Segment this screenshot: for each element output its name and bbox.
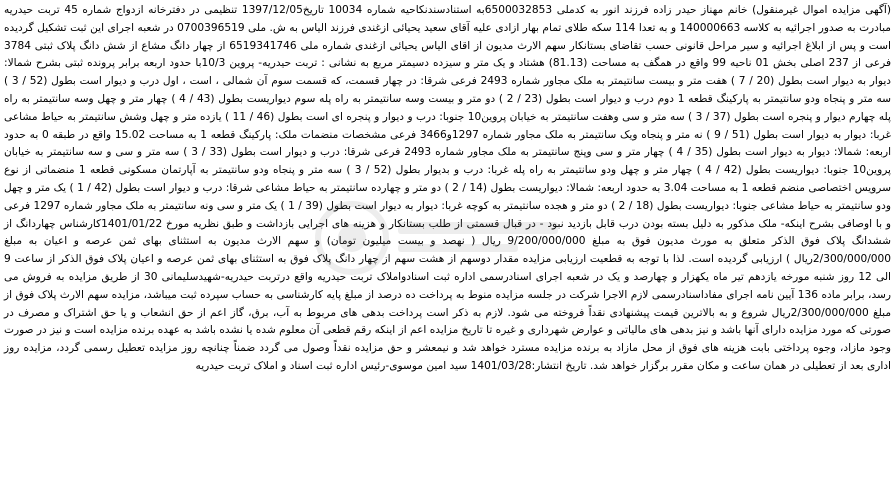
auction-notice-text: (آگهی مزایده اموال غیرمنقول) خانم مهناز حیدر زاده فرزند انور به کدملی 6500032853به استنادسندنکاحیه شماره 10034 تاریخ1397/12/05 تنظیمی در دفترخانه ازدواج شماره 45 تربت حیدریه مبادرت به صدور اجرائیه به کلاسه 140000663 و به تعدا 114 سکه طلای تمام بهار ازادی علیه آقای سعید یحیائی ازغندی فرزند الیاس به ش. ملی 0700396519 در شعبه اجرای این ثبت تشکیل گردیده است و پس از ابلاغ اجرائیه و سیر مراحل قانونی حسب تقاضای بستانکار سهم الارث مدیون از اقای الیاس یحیائی ازغندی شماره ملی 6519341746 از چهار دانگ مشاع از شش دانگ پلاک ثبتی 3784 فرعی از 237 اصلی بخش 01 ناحیه 99 واقع در همگف به مساحت (81.13) هشتاد و یک متر و سیزده دسیمتر مربع به نشانی : تربت حیدریه- پروین 10/3با حدود اربعه برابر پرونده ثبتی بشرح شمالا: دیوار به دیوار است بطول (20 / 7 ) هفت متر و بیست سانتیمتر به ملک مجاور شماره 2493 فرعی شرقا: در چهار قسمت، که قسمت سوم آن شمالی ، است ، اول درب و دیوار است بطول (52 / 3 ) سه متر و پنجاه ودو سانتیمتر به پارکینگ قطعه 1 دوم درب و دیوار است بطول (23 / 2 ) دو متر و بیست وسه سانتیمتر به راه پله سوم دیواریست بطول (43 / 4 ) چهار متر و چهل وسه سانتیمتر به راه پله چهارم دیوار و پنجره است بطول (37 / 3 ) سه متر و سی وهفت سانتیمتر به خیابان پروین10 جنوبا: درب و دیوار و پنجره ای است بطول (46 / 11 ) یازده متر و چهل وشش سانتیمتر به حیاط مشاعی غربا: دیوار به دیوار است بطول (51 / 9 ) نه متر و پنجاه ویک سانتیمتر به ملک مجاور شماره 1297و3466 فرعی مشخصات منضمات ملک: پارکینگ قطعه 1 به مساحت 15.02 واقع در طبقه 0 به حدود اربعه: شمالا: دیوار به دیوار است بطول (35 / 4 ) چهار متر و سی وپنج سانتیمتر به ملک مجاور شماره 2493 فرعی شرقا: درب و دیوار است بطول (33 / 3 ) سه متر و سی و سه سانتیمتر به خیابان پروین10 جنوبا: دیواریست بطول (42 / 4 ) چهار متر و چهل ودو سانتیمتر به راه پله غربا: درب و بدیوار بطول (52 / 3 ) سه متر و پنجاه ودو سانتیمتر به آپارتمان مسکونی قطعه 1 منضماتی از نوع سرویس اختصاصی منضم قطعه 1 به مساحت 3.04 به حدود اربعه: شمالا: دیواریست بطول (14 / 2 ) دو متر و چهارده سانتیمتر به حیاط مشاعی شرقا: درب و دیوار است بطول (42 / 1 ) یک متر و چهل ودو سانتیمتر به حیاط مشاعی جنوبا: دیواریست بطول (18 / 2 ) دو متر و هجده سانتیمتر به کوچه غربا: دیوار به دیوار است بطول (39 / 1 ) یک متر و سی ونه سانتیمتر به ملک مجاور شماره 1297 فرعی و با اوصافی بشرح اینکه- ملک مذکور به دلیل بسته بودن درب قابل بازدید نبود - در قبال قسمتی از طلب بستانکار و هزینه های اجرایی بازداشت و طبق نظریه مورخ 1401/01/22کارشناس چهاردانگ از ششدانگ پلاک فوق الذکر متعلق به مورث مدیون فوق به مبلغ 9/200/000/000 ریال ( نهصد و بیست میلیون تومان) و سهم الارث مدیون به استثنای بهای ثمن عرصه و اعیان به مبلغ 2/300/000/000ریال ) ارزیابی گردیده است. لذا با توجه به قطعیت ارزیابی مزایده مقدار دوسهم از هشت سهم از چهار دانگ پلاک فوق به استثنای بهای ثمن عرصه و اعیان پلاک فوق الذکر از ساعت 9 الی 12 روز شنبه مورخه یازدهم تیر ماه یکهزار و چهارصد و یک در شعبه اجرای اسنادرسمی اداره ثبت اسنادواملاک تربت حیدریه واقع درتربت حیدریه-شهیدسلیمانی 30 از طریق مزایده به فروش می رسد، برابر ماده 136 آیین نامه اجرای مفاداسنادرسمی لازم الاجرا شرکت در جلسه مزایده منوط به پرداخت ده درصد از مبلغ پایه کارشناسی به حساب سپرده ثبت میباشد، مزایده سهم الارث پلاک فوق از مبلغ 2/300/000/000ریال شروع و به بالاترین قیمت پیشنهادی نقداً فروخته می شود. لازم به ذکر است پرداخت بدهی های مربوط به آب، برق، گاز اعم از حق انشعاب و یا حق اشتراک و مصرف در صورتی که مورد مزایده دارای آنها باشد و نیز بدهی های مالیاتی و عوارض شهرداری و غیره تا تاریخ مزایده اعم از اینکه رقم قطعی آن معلوم شده یا نشده باشد به عهده برنده مزایده است و نیز در صورت وجود مازاد، وجوه پرداختی بابت هزینه های فوق از محل مازاد به برنده مزایده مسترد خواهد شد و نیمعشر و حق مزایده نقداً وصول می گردد ضمناً چنانچه روز مزایده تعطیل رسمی گردد، مزایده روز اداری بعد از تعطیلی در همان ساعت و مکان مقرر برگزار خواهد شد. تاریخ انتشار:1401/03/28 سید امین موسوی-رئیس اداره ثبت اسناد و املاک تربت حیدریه [4,4,892,372]
